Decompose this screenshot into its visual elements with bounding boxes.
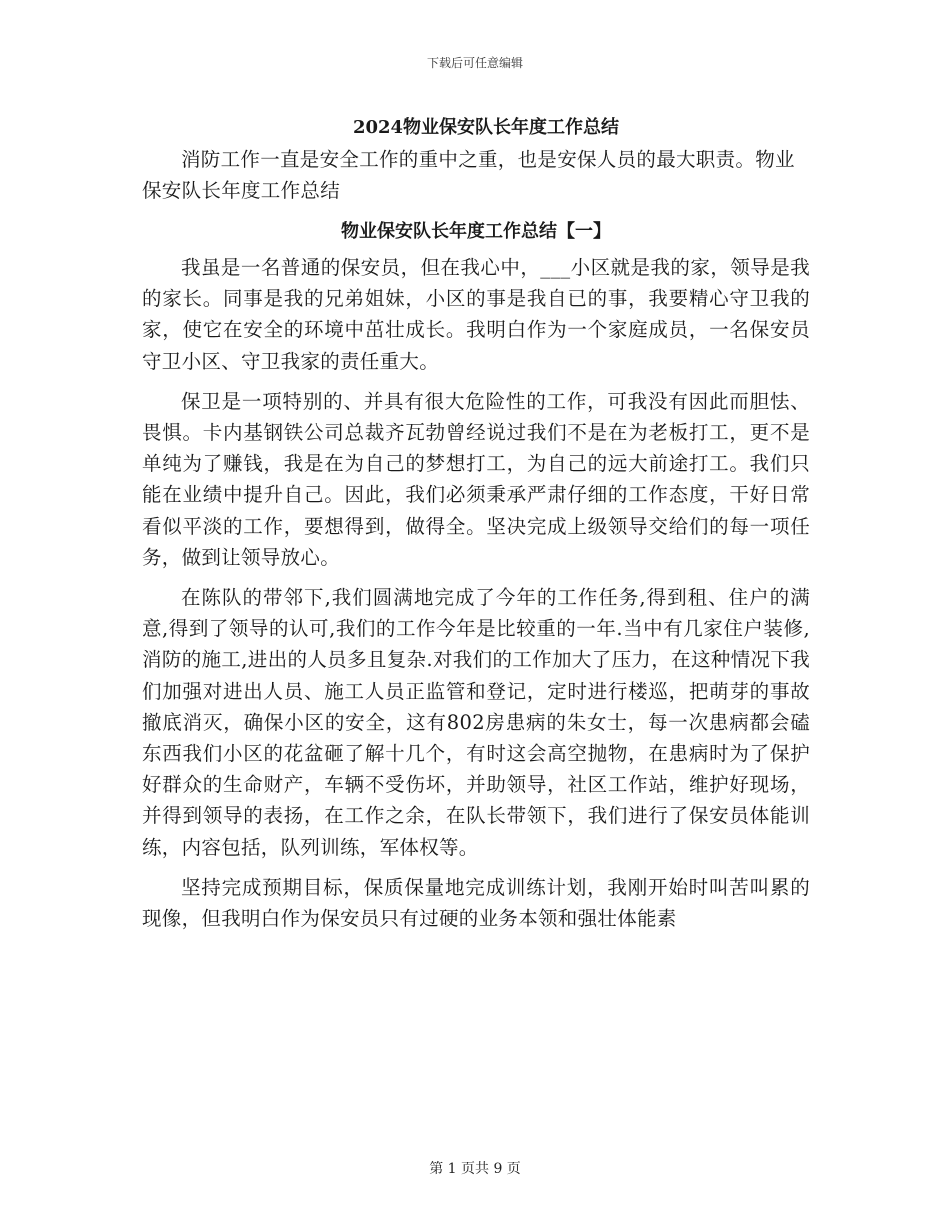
page-number-footer: 第 1 页共 9 页 bbox=[429, 1161, 521, 1177]
header-note: 下载后可任意编辑 bbox=[426, 56, 523, 70]
body-paragraph-3: 在陈队的带邻下,我们圆满地完成了今年的工作任务,得到租、住户的满意,得到了领导的认可,我们的工作今年是比较重的一年.当中有几家住户装修,消防的施工,进出的人员多且复杂.对我们的工作加大了压力，在这种情况下我们加强对进出人员、施工人员正监管和登记，定时进行楼巡，把萌芽的事故撤底消灭，确保小区的安全，这有802房患病的朱女士，每一次患病都会磕东西我们小区的花盆砸了解十几个，有时这会高空抛物，在患病时为了保护好群众的生命财产，车辆不受伤坏，并助领导，社区工作站，维护好现场，并得到领导的表扬，在工作之余，在队长带领下，我们进行了保安员体能训练，内容包括，队列训练，军体权等。 bbox=[142, 586, 810, 859]
document-body bbox=[142, 112, 810, 943]
intro-paragraph: 消防工作一直是安全工作的重中之重，也是安保人员的最大职责。物业保安队长年度工作总结 bbox=[142, 148, 795, 202]
body-paragraph-4: 坚持完成预期目标，保质保量地完成训练计划，我刚开始时叫苦叫累的现像，但我明白作为保安员只有过硬的业务本领和强壮体能素 bbox=[142, 875, 810, 931]
document-title: 2024物业保安队长年度工作总结 bbox=[352, 117, 620, 138]
body-paragraph-1: 我虽是一名普通的保安员，但在我心中，___小区就是我的家，领导是我的家长。同事是我的兄弟姐妹，小区的事是我自已的事，我要精心守卫我的家，使它在安全的环境中茁壮成长。我明白作为一个家庭成员，一名保安员守卫小区、守卫我家的责任重大。 bbox=[142, 256, 810, 373]
body-paragraph-2: 保卫是一项特别的、并具有很大危险性的工作，可我没有因此而胆怯、畏惧。卡内基钢铁公司总裁齐瓦勃曾经说过我们不是在为老板打工，更不是单纯为了赚钱，我是在为自己的梦想打工，为自己的远大前途打工。我们只能在业绩中提升自己。因此，我们必须秉承严肃仔细的工作态度，干好日常看似平淡的工作，要想得到，做得全。坚决完成上级领导交给们的每一项任务，做到让领导放心。 bbox=[142, 389, 810, 569]
section-title: 物业保安队长年度工作总结【一】 bbox=[341, 221, 611, 242]
